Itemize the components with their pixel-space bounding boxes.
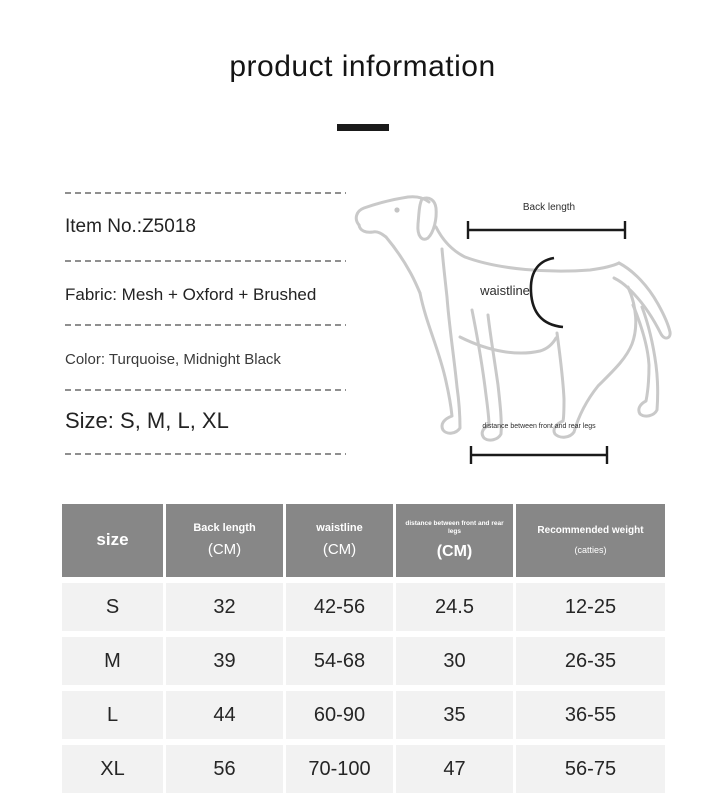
table-cell-distance: 35 xyxy=(396,691,513,739)
table-cell-weight: 12-25 xyxy=(516,583,665,631)
table-cell-weight: 56-75 xyxy=(516,745,665,793)
size-chart-table xyxy=(62,504,665,793)
col-header-back-length: Back length (CM) xyxy=(166,504,283,577)
spec-size: Size: S, M, L, XL xyxy=(65,408,229,433)
table-cell-waistline: 54-68 xyxy=(286,637,393,685)
legs-distance-measure-line xyxy=(471,446,607,464)
dog-measurement-diagram xyxy=(350,175,725,465)
dashed-divider xyxy=(65,324,346,326)
spec-list xyxy=(65,192,346,462)
table-cell-size: S xyxy=(62,583,163,631)
spec-fabric: Fabric: Mesh + Oxford + Brushed xyxy=(65,285,317,304)
table-cell-size: L xyxy=(62,691,163,739)
dashed-divider xyxy=(65,453,346,455)
table-cell-waistline: 70-100 xyxy=(286,745,393,793)
table-cell-back-length: 32 xyxy=(166,583,283,631)
col-header-size: size xyxy=(62,504,163,577)
table-cell-back-length: 56 xyxy=(166,745,283,793)
table-cell-size: M xyxy=(62,637,163,685)
title-underline xyxy=(337,124,389,131)
back-length-measure-line xyxy=(468,221,625,239)
dashed-divider xyxy=(65,260,346,262)
table-cell-weight: 36-55 xyxy=(516,691,665,739)
page-title: product information xyxy=(229,50,496,83)
table-cell-distance: 30 xyxy=(396,637,513,685)
waistline-label: waistline xyxy=(480,283,530,298)
dog-outline-drawing xyxy=(350,175,725,465)
dashed-divider xyxy=(65,389,346,391)
col-header-weight: Recommended weight (catties) xyxy=(516,504,665,577)
table-cell-size: XL xyxy=(62,745,163,793)
dog-eye-dot xyxy=(394,207,399,212)
spec-color: Color: Turquoise, Midnight Black xyxy=(65,351,281,368)
table-cell-distance: 47 xyxy=(396,745,513,793)
col-header-distance: distance between front and rear legs (CM) xyxy=(396,504,513,577)
dashed-divider xyxy=(65,192,346,194)
table-cell-weight: 26-35 xyxy=(516,637,665,685)
back-length-label: Back length xyxy=(522,202,576,213)
table-cell-distance: 24.5 xyxy=(396,583,513,631)
spec-item-number: Item No.:Z5018 xyxy=(65,216,196,237)
col-header-waistline: waistline (CM) xyxy=(286,504,393,577)
table-cell-back-length: 39 xyxy=(166,637,283,685)
legs-distance-label: distance between front and rear legs xyxy=(482,423,596,430)
table-cell-waistline: 60-90 xyxy=(286,691,393,739)
table-cell-back-length: 44 xyxy=(166,691,283,739)
table-cell-waistline: 42-56 xyxy=(286,583,393,631)
